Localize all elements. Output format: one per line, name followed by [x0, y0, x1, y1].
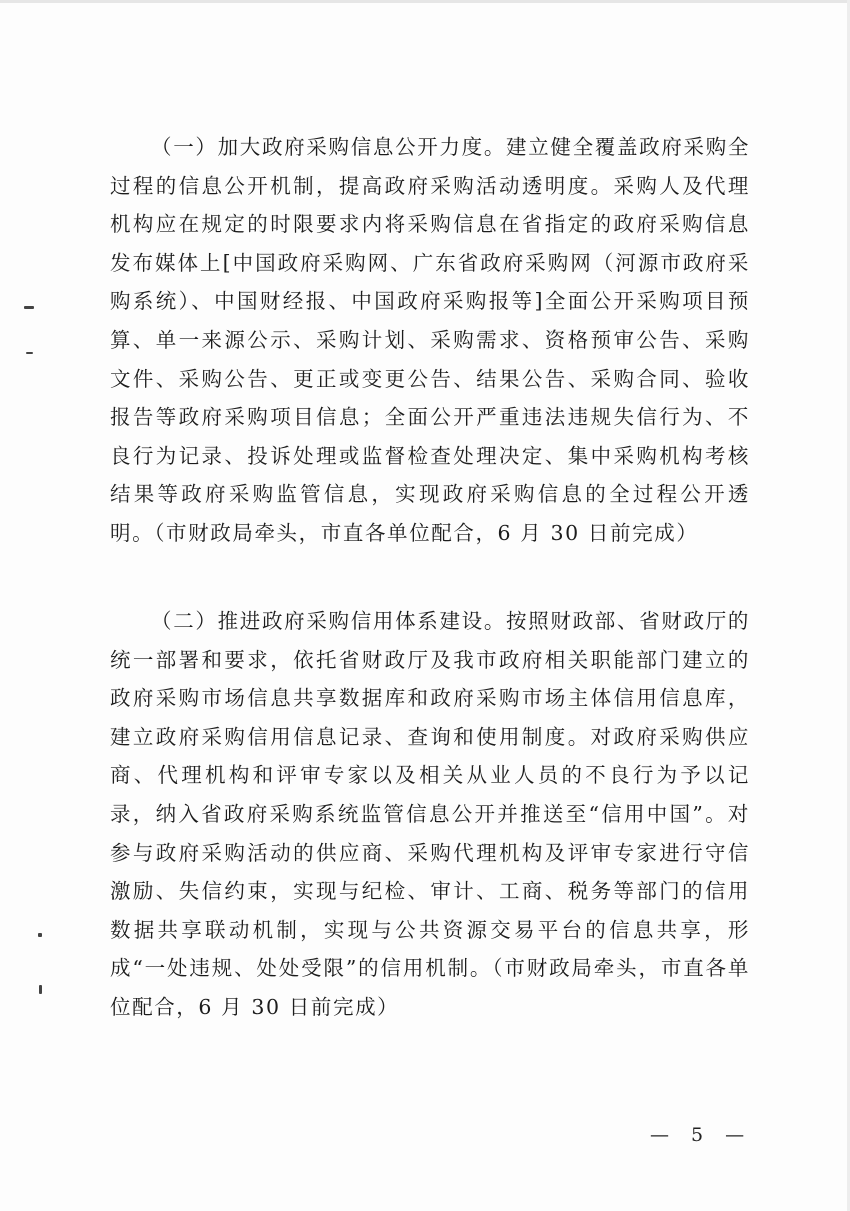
page-number: — 5 — — [650, 1124, 753, 1146]
paragraph-2-body: 按照财政部、省财政厅的统一部署和要求，依托省财政厅及我市政府相关职能部门建立的政府采购市场信息共享数据库和政府采购市场主体信用信息库，建立政府采购信用信息记录、查询和使用制度。对政府采购供应商、代理机构和评审专家以及相关从业人员的不良行为予以记录，纳入省政府采购系统监管信息公开并推送至“信用中国”。对参与政府采购活动的供应商、采购代理机构及评审专家进行守信激励、失信约束，实现与纪检、审计、工商、税务等部门的信用数据共享联动机制，实现与公共资源交易平台的信息共享，形成“一处违规、处处受限”的信用机制。（市财政局牵头，市直各单位配合，6 月 30 日前完成） — [110, 609, 750, 1019]
scan-speck — [24, 306, 34, 309]
paragraph-1-heading: （一）加大政府采购信息公开力度。 — [151, 135, 507, 159]
scan-speck — [38, 933, 42, 937]
paragraph-2 — [110, 602, 750, 1027]
scan-edge-top — [0, 0, 850, 3]
scan-speck — [26, 352, 33, 354]
paragraph-1 — [110, 128, 750, 553]
paragraph-1-body: 建立健全覆盖政府采购全过程的信息公开机制，提高政府采购活动透明度。采购人及代理机构应在规定的时限要求内将采购信息在省指定的政府采购信息发布媒体上[中国政府采购网、广东省政府采购网（河源市政府采购系统）、中国财经报、中国政府采购报等]全面公开采购项目预算、单一来源公示、采购计划、采购需求、资格预审公告、采购文件、采购公告、更正或变更公告、结果公告、采购合同、验收报告等政府采购项目信息；全面公开严重违法违规失信行为、不良行为记录、投诉处理或监督检查处理决定、集中采购机构考核结果等政府采购监管信息，实现政府采购信息的全过程公开透明。（市财政局牵头，市直各单位配合，6 月 30 日前完成） — [110, 135, 750, 545]
scan-speck — [39, 985, 42, 994]
paragraph-2-heading: （二）推进政府采购信用体系建设。 — [151, 609, 507, 633]
